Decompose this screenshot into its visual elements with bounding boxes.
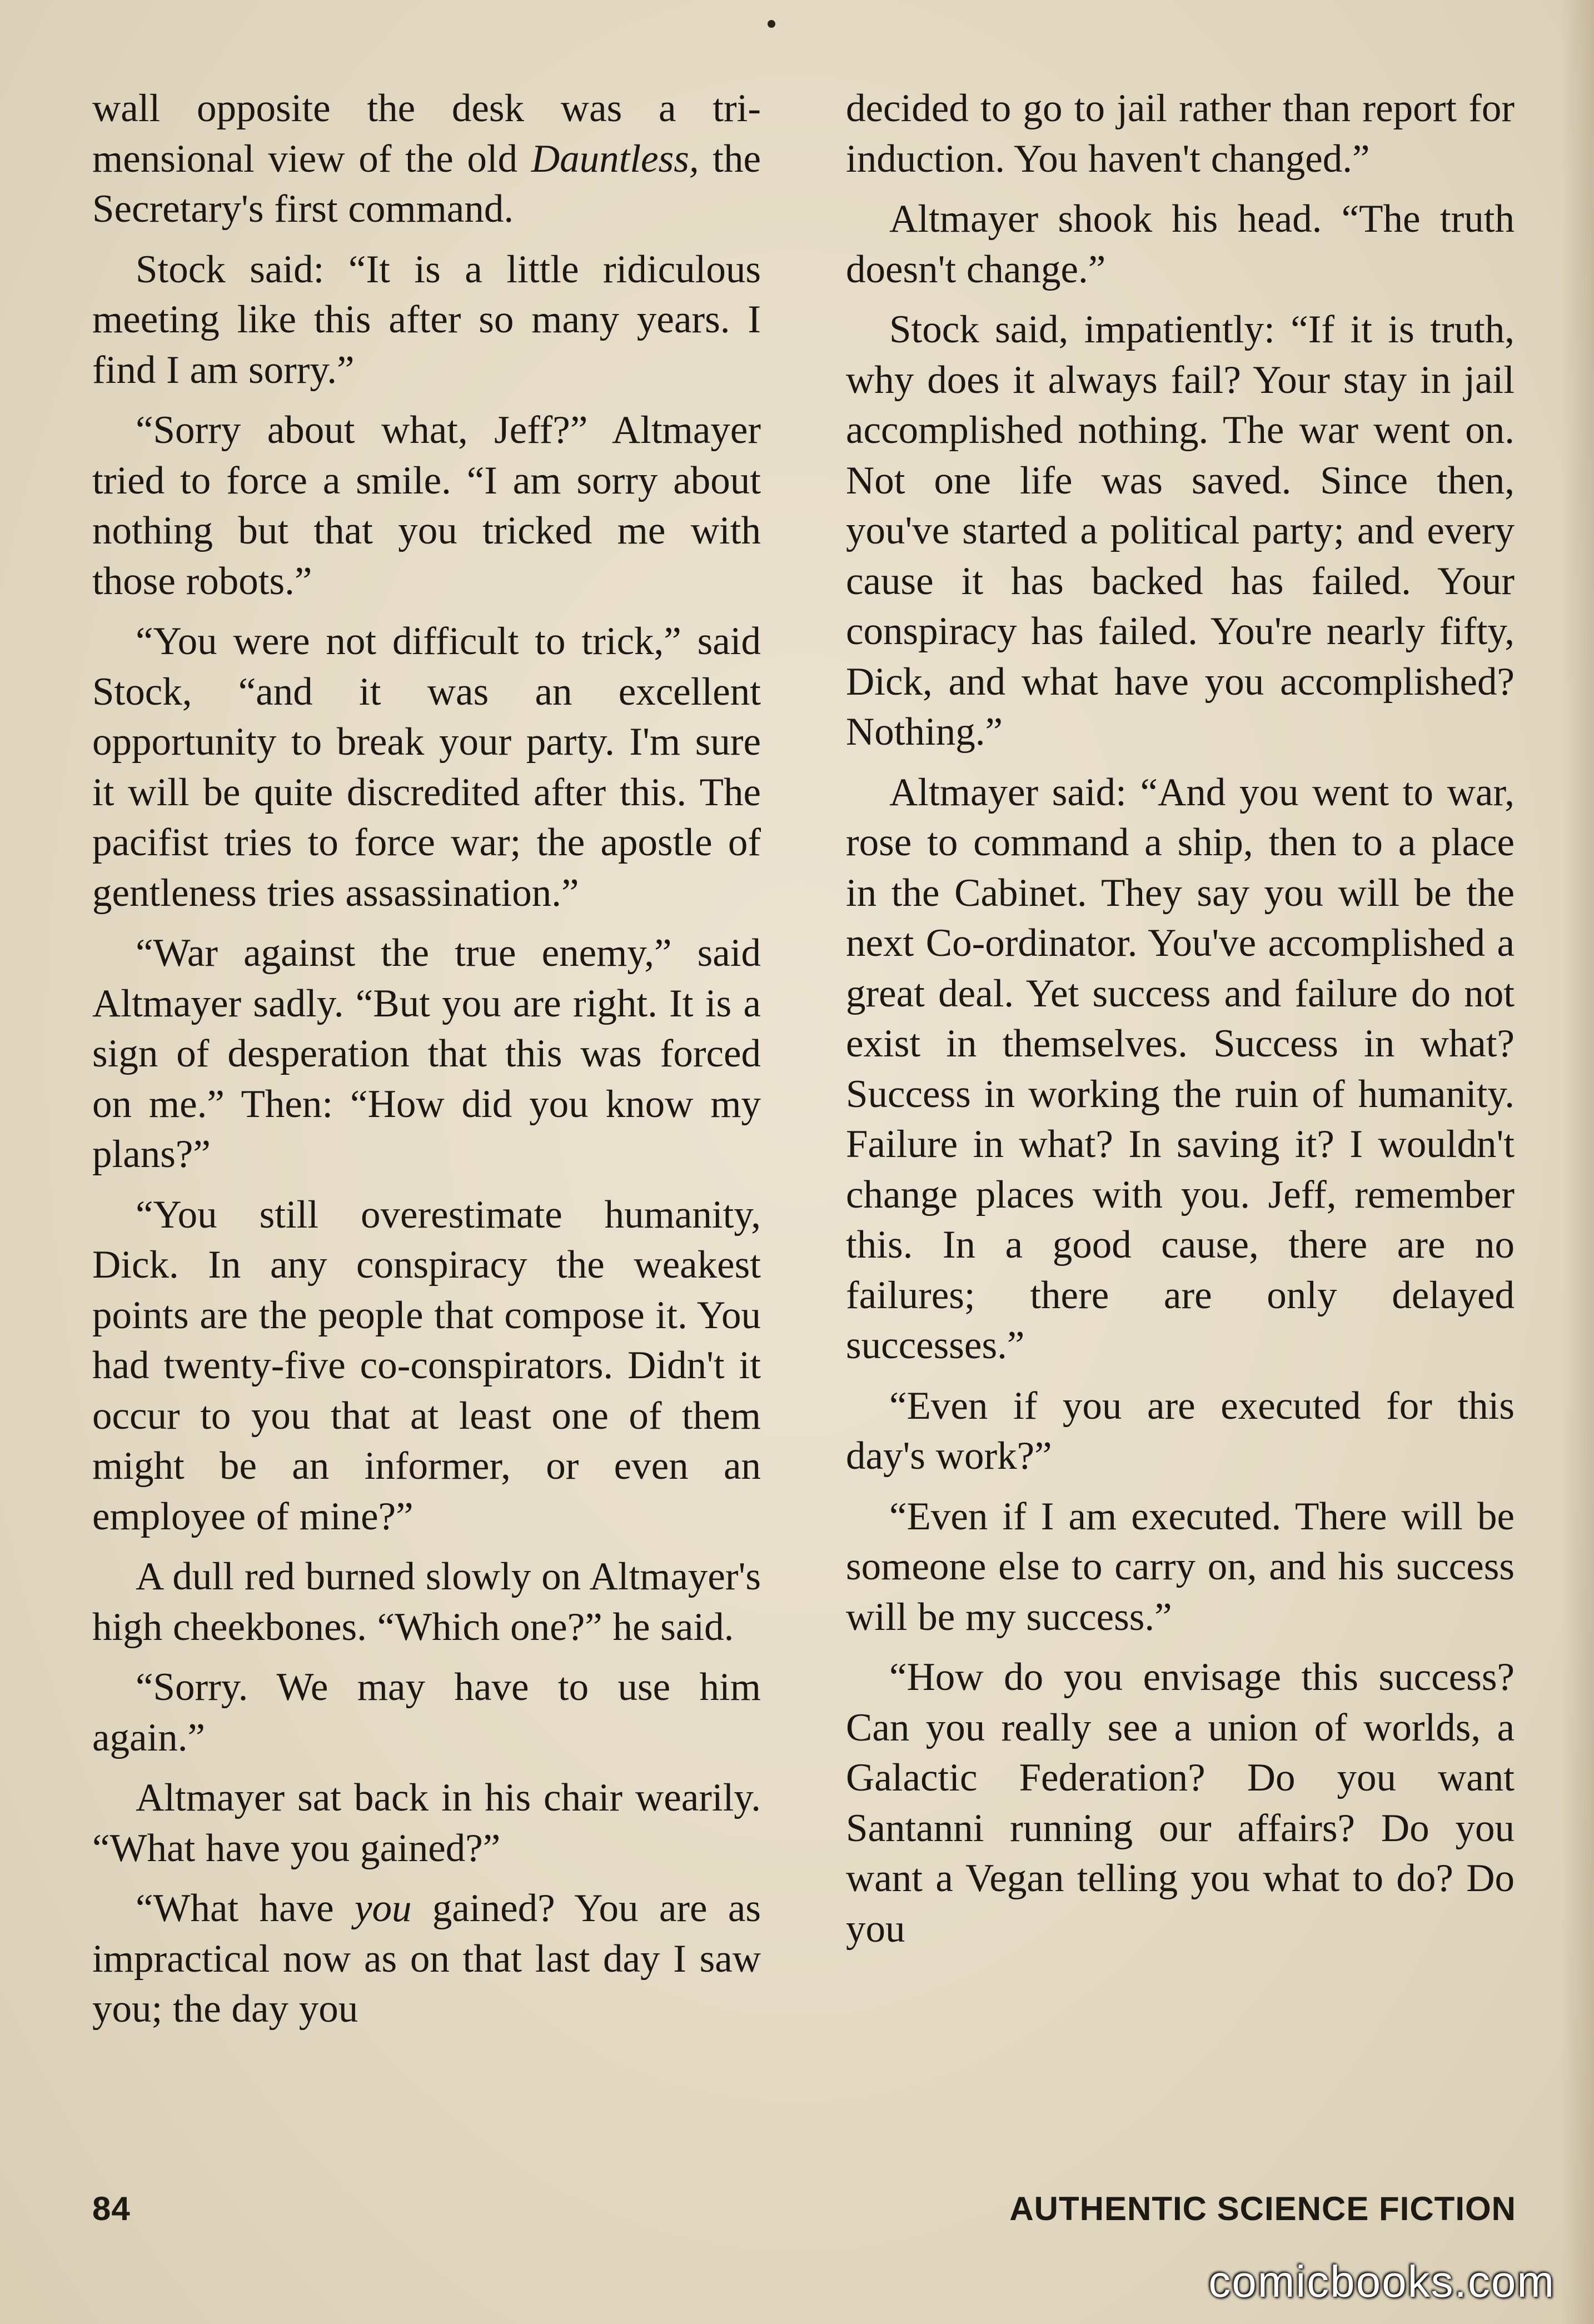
paragraph: “Even if I am executed. There will be someone else to carry on, and his success will be my success.” xyxy=(846,1494,1515,1639)
page-number: 84 xyxy=(92,2190,131,2227)
paragraph: “How do you envisage this success? Can you really see a union of worlds, a Galactic Federation? Do you want Santanni running our affairs? Do you want a Vegan telling you what to do? Do you xyxy=(846,1655,1515,1951)
paragraph: “Even if you are executed for this day's work?” xyxy=(846,1384,1515,1478)
running-head: AUTHENTIC SCIENCE FICTION xyxy=(1009,2190,1516,2227)
paragraph: Stock said: “It is a little ridiculous meeting like this after so many years. I find I am sorry.” xyxy=(92,247,761,392)
left-column xyxy=(92,83,761,2034)
paragraph: wall opposite the desk was a tri-mensional view of the old Dauntless, the Secretary's first command. xyxy=(92,87,761,231)
paragraph: “You were not difficult to trick,” said Stock, “and it was an excellent opportunity to break your party. I'm sure it will be quite discredited after this. The pacifist tries to force war; the apostle of gentleness tries assassination.” xyxy=(92,620,761,915)
paragraph: “Sorry about what, Jeff?” Altmayer tried to force a smile. “I am sorry about nothing but that you tricked me with those robots.” xyxy=(92,408,761,603)
paragraph: “What have you gained? You are as impractical now as on that last day I saw you; the day you xyxy=(92,1887,761,2031)
paragraph: Altmayer sat back in his chair wearily. “What have you gained?” xyxy=(92,1776,761,1870)
page-spine-shadow xyxy=(1561,0,1594,2324)
paragraph: “Sorry. We may have to use him again.” xyxy=(92,1665,761,1759)
ink-dot xyxy=(768,20,775,28)
paragraph: decided to go to jail rather than report for induction. You haven't changed.” xyxy=(846,87,1515,181)
right-column xyxy=(846,83,1515,1954)
paragraph: “You still overestimate humanity, Dick. In any conspiracy the weakest points are the people that compose it. You had twenty-five co-conspirators. Didn't it occur to you that at least one of them might be an informer, or even an employee of mine?” xyxy=(92,1193,761,1538)
paragraph: A dull red burned slowly on Altmayer's high cheekbones. “Which one?” he said. xyxy=(92,1555,761,1649)
paragraph: Stock said, impatiently: “If it is truth, why does it always fail? Your stay in jail accomplished nothing. The war went on. Not one life was saved. Since then, you've started a political party; and every cause it has backed has failed. Your conspiracy has failed. You're nearly fifty, Dick, and what have you accomplished? Nothing.” xyxy=(846,308,1515,754)
watermark: comicbooks.com xyxy=(1208,2257,1555,2306)
paragraph: Altmayer said: “And you went to war, rose to command a ship, then to a place in the Cabinet. They say you will be the next Co-ordinator. You've accomplished a great deal. Yet success and failure do not exist in themselves. Success in what? Success in working the ruin of humanity. Failure in what? In saving it? I wouldn't change places with you. Jeff, remember this. In a good cause, there are no failures; there are only delayed successes.” xyxy=(846,770,1515,1367)
paragraph: Altmayer shook his head. “The truth doesn't change.” xyxy=(846,197,1515,291)
paragraph: “War against the true enemy,” said Altmayer sadly. “But you are right. It is a sign of desperation that this was forced on me.” Then: “How did you know my plans?” xyxy=(92,931,761,1176)
